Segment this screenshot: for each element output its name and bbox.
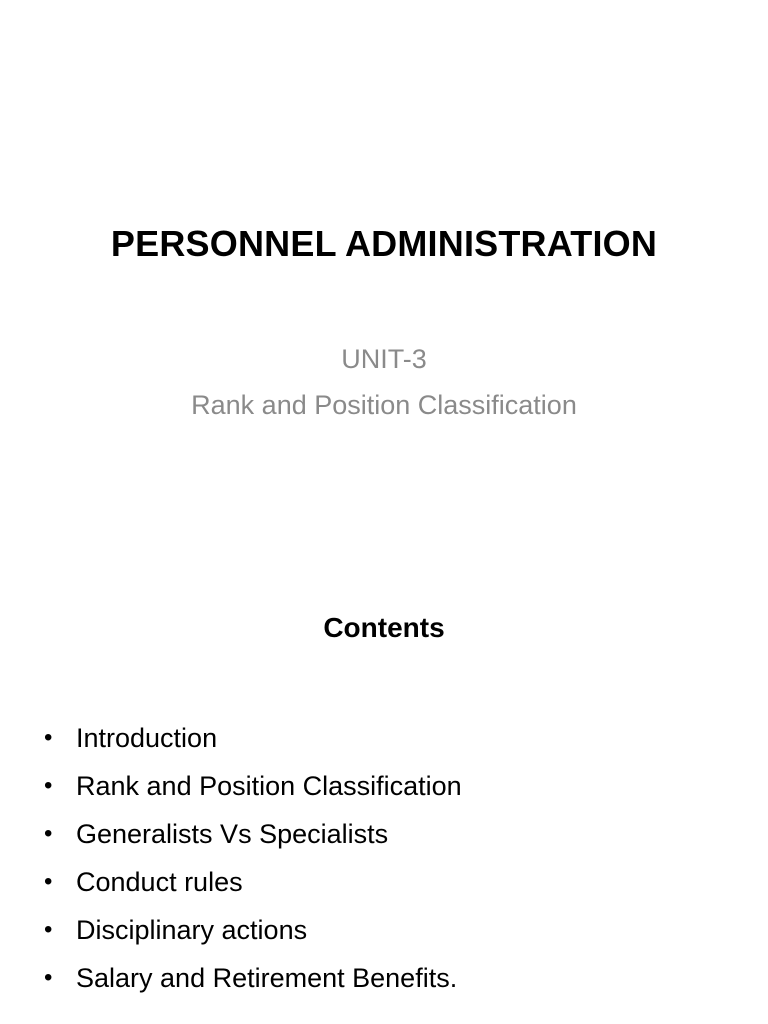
bullet-icon: • [44,916,53,943]
list-item-label: Conduct rules [76,867,243,897]
subtitle-unit: UNIT-3 [341,344,427,374]
subtitle-topic: Rank and Position Classification [191,390,577,420]
bullet-icon: • [44,724,53,751]
list-item-label: Rank and Position Classification [76,771,462,801]
subtitle-block [0,336,768,428]
contents-list [40,714,462,1002]
list-item [40,714,462,762]
list-item [40,762,462,810]
list-item-label: Disciplinary actions [76,915,308,945]
contents-heading: Contents [323,612,445,643]
list-item-label: Salary and Retirement Benefits. [76,963,458,993]
bullet-icon: • [44,820,53,847]
list-item-label: Introduction [76,723,218,753]
bullet-icon: • [44,772,53,799]
page-title: PERSONNEL ADMINISTRATION [110,223,658,264]
bullet-icon: • [44,964,53,991]
list-item [40,858,462,906]
list-item [40,954,462,1002]
bullet-icon: • [44,868,53,895]
list-item-label: Generalists Vs Specialists [76,819,389,849]
list-item [40,906,462,954]
list-item [40,810,462,858]
